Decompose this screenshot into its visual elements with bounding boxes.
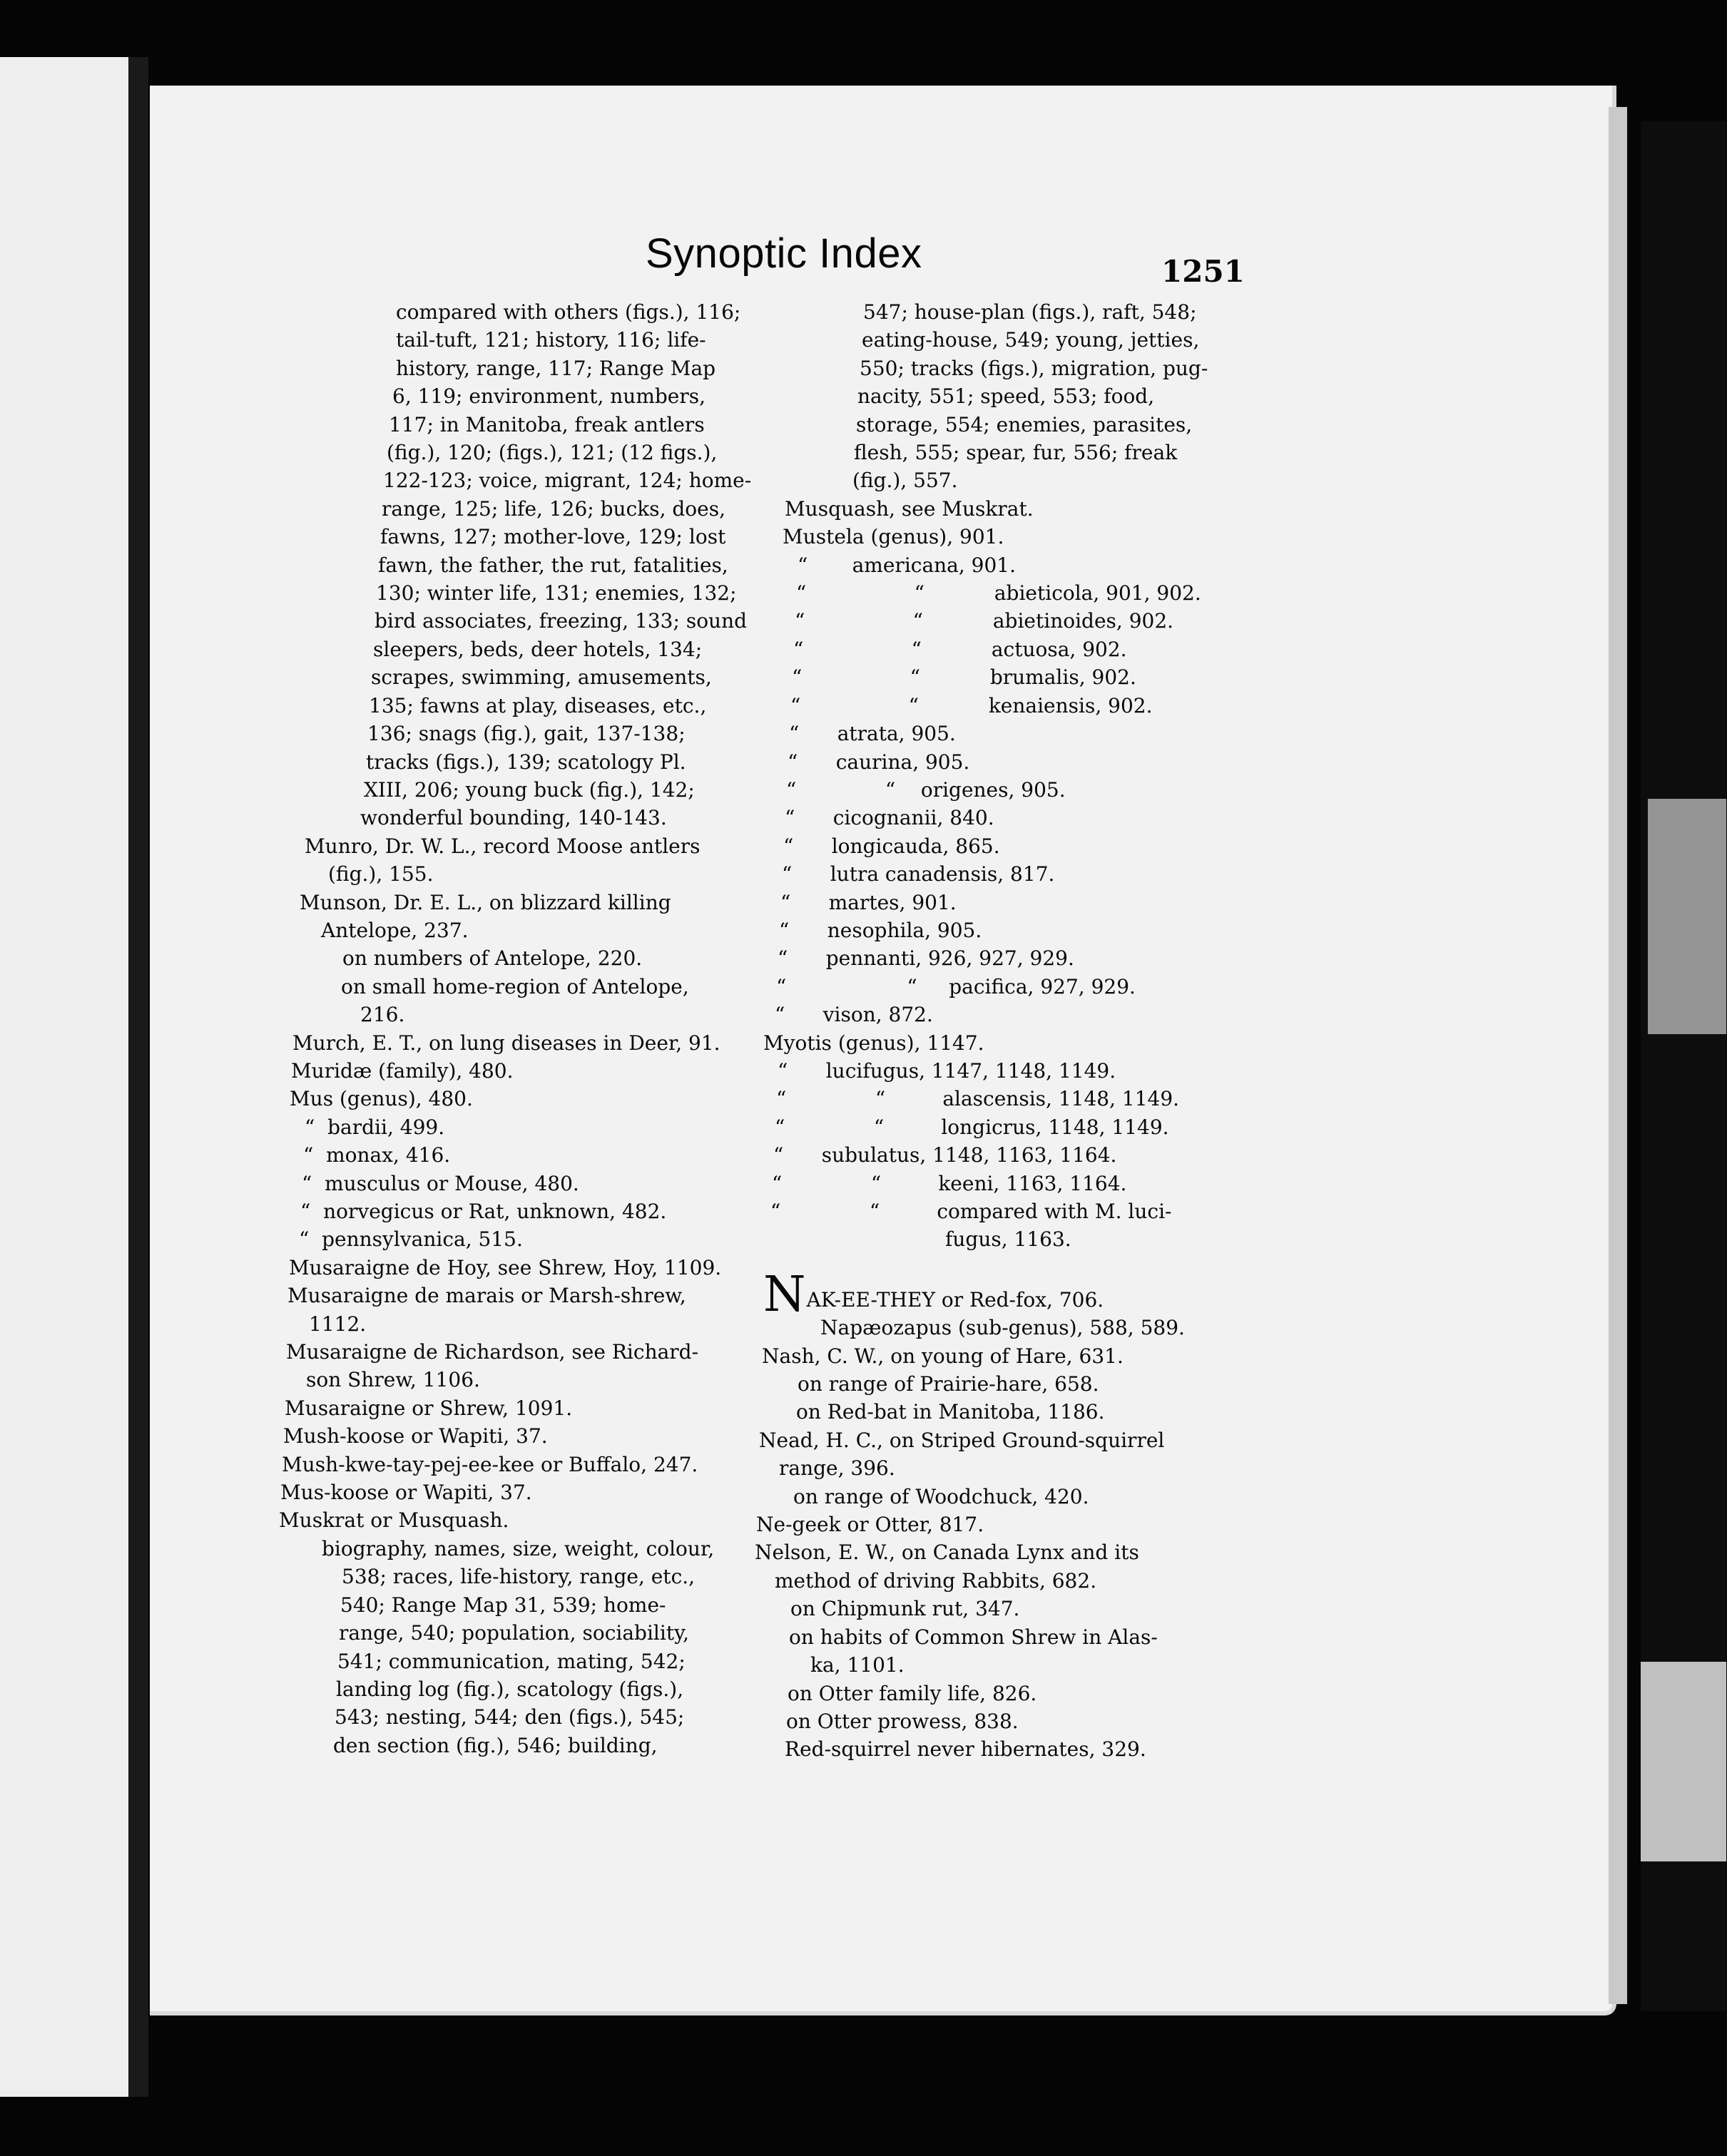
- index-entry-text: “ norvegicus or Rat, unknown, 482.: [300, 1200, 667, 1223]
- index-entry-line: [289, 1254, 760, 1282]
- index-entry-text: “ longicauda, 865.: [783, 834, 1000, 858]
- index-entry-text: “ lutra canadensis, 817.: [782, 862, 1055, 887]
- index-entry-text: bird associates, freezing, 133; sound: [375, 609, 748, 633]
- index-entry-line: [291, 1057, 760, 1085]
- index-entry-text: Musaraigne or Shrew, 1091.: [285, 1396, 573, 1420]
- index-entry-line: [786, 1707, 1241, 1735]
- index-entry-text: history, range, 117; Range Map: [396, 356, 716, 380]
- index-entry-line: [790, 1595, 1241, 1623]
- index-entry-text: on numbers of Antelope, 220.: [342, 946, 643, 971]
- index-entry-text: “ pennsylvanica, 515.: [299, 1227, 523, 1252]
- index-entry-line: [285, 1394, 760, 1422]
- index-entry-text: 122-123; voice, migrant, 124; home-: [383, 469, 752, 493]
- running-title: Synoptic Index: [646, 230, 922, 277]
- index-entry-line: [342, 1563, 760, 1590]
- index-entry-text: “ americana, 901.: [798, 553, 1017, 577]
- index-entry-text: on habits of Common Shrew in Alas-: [789, 1625, 1158, 1649]
- index-entry-line: [387, 439, 760, 466]
- index-entry-text: fawn, the father, the rut, fatalities,: [378, 553, 728, 577]
- index-entry-line: [371, 663, 760, 691]
- index-entry-text: 543; nesting, 544; den (figs.), 545;: [335, 1705, 685, 1730]
- index-entry-line: [300, 1197, 760, 1225]
- index-entry-line: [785, 495, 1241, 523]
- index-entry-text: on small home-region of Antelope,: [341, 974, 689, 998]
- index-entry-line: [378, 551, 760, 579]
- index-entry-text: “ monax, 416.: [303, 1143, 451, 1168]
- index-entry-line: [305, 1113, 760, 1141]
- index-entry-line: [783, 832, 1241, 860]
- section-gap: [756, 1254, 1241, 1281]
- index-entry-line: [286, 1338, 760, 1366]
- index-entry-text: method of driving Rabbits, 682.: [775, 1568, 1097, 1593]
- index-entry-line: [763, 1029, 1241, 1057]
- index-entry-line: [790, 692, 1241, 720]
- index-entry-text: on Otter family life, 826.: [788, 1681, 1037, 1705]
- index-entry-text: on Otter prowess, 838.: [786, 1709, 1019, 1733]
- index-column-right: [756, 298, 1241, 1764]
- index-entry-line: [763, 1266, 1241, 1323]
- index-entry-line: [756, 1511, 1241, 1538]
- index-entry-text: “ “ keeni, 1163, 1164.: [772, 1171, 1127, 1195]
- index-entry-text: “ “ pacifica, 927, 929.: [776, 974, 1136, 998]
- page-edge-damage: [1648, 799, 1726, 1034]
- index-entry-line: [305, 832, 760, 860]
- index-entry-text: range, 125; life, 126; bucks, does,: [382, 496, 726, 521]
- index-entry-line: [342, 944, 760, 972]
- index-entry-text: “ caurina, 905.: [788, 750, 970, 774]
- index-entry-text: (fig.), 557.: [852, 469, 958, 493]
- index-entry-line: [333, 1732, 760, 1759]
- index-entry-line: [854, 439, 1241, 466]
- index-entry-line: [309, 1310, 760, 1338]
- index-entry-line: [366, 748, 760, 776]
- index-entry-line: [789, 720, 1241, 747]
- index-entry-text: (fig.), 155.: [328, 862, 434, 887]
- index-entry-text: Ne-geek or Otter, 817.: [756, 1513, 984, 1537]
- index-entry-text: “ “ kenaiensis, 902.: [790, 693, 1153, 717]
- index-entry-text: “ atrata, 905.: [789, 722, 956, 746]
- index-entry-line: [776, 973, 1241, 1001]
- index-entry-text: Nelson, E. W., on Canada Lynx and its: [755, 1541, 1139, 1565]
- index-entry-text: Musaraigne de Richardson, see Richard-: [286, 1340, 699, 1364]
- index-entry-text: fawns, 127; mother-love, 129; lost: [380, 525, 726, 549]
- index-entry-line: [780, 889, 1241, 916]
- page-number: 1251: [1161, 254, 1245, 289]
- index-entry-text: Musaraigne de Hoy, see Shrew, Hoy, 1109.: [289, 1255, 722, 1279]
- index-entry-line: [364, 776, 760, 804]
- index-entry-line: [382, 495, 760, 523]
- index-entry-line: [322, 1535, 760, 1563]
- index-entry-line: [279, 1506, 760, 1534]
- index-entry-line: [302, 1170, 760, 1197]
- index-entry-text: “ “ longicrus, 1148, 1149.: [775, 1115, 1169, 1139]
- index-entry-text: “ pennanti, 926, 927, 929.: [778, 946, 1074, 971]
- index-entry-line: [788, 1680, 1241, 1707]
- index-column-left: [279, 298, 760, 1759]
- index-entry-text: sleepers, beds, deer hotels, 134;: [373, 637, 703, 661]
- index-entry-line: [292, 1029, 760, 1057]
- index-entry-text: “ subulatus, 1148, 1163, 1164.: [773, 1143, 1117, 1168]
- index-entry-line: [280, 1478, 760, 1506]
- facing-page-edge: [0, 57, 136, 2097]
- index-entry-line: [795, 607, 1241, 635]
- index-entry-line: [340, 1591, 760, 1619]
- index-entry-line: [856, 411, 1241, 439]
- index-entry-text: Nead, H. C., on Striped Ground-squirrel: [759, 1428, 1165, 1452]
- index-entry-line: [392, 382, 760, 410]
- index-entry-text: on range of Prairie-hare, 658.: [798, 1372, 1099, 1396]
- index-entry-text: Myotis (genus), 1147.: [763, 1031, 984, 1055]
- index-entry-text: on Red-bat in Manitoba, 1186.: [796, 1400, 1105, 1424]
- index-entry-line: [287, 1282, 760, 1309]
- index-entry-line: [796, 1398, 1241, 1426]
- index-entry-line: [783, 523, 1241, 551]
- index-entry-text: Red-squirrel never hibernates, 329.: [785, 1737, 1146, 1762]
- index-entry-line: [860, 354, 1241, 382]
- index-entry-line: [863, 298, 1241, 326]
- index-entry-text: den section (fig.), 546; building,: [333, 1733, 658, 1757]
- gutter-shadow: [128, 57, 148, 2097]
- index-entry-line: [283, 1422, 760, 1450]
- index-entry-text: Muskrat or Musquash.: [279, 1508, 509, 1533]
- index-entry-text: “ nesophila, 905.: [779, 918, 982, 942]
- index-entry-text: 541; communication, mating, 542;: [337, 1649, 686, 1673]
- index-entry-text: flesh, 555; spear, fur, 556; freak: [854, 441, 1178, 465]
- index-entry-line: [857, 382, 1241, 410]
- index-entry-text: 547; house-plan (figs.), raft, 548;: [863, 300, 1197, 324]
- index-entry-line: [337, 1647, 760, 1675]
- index-entry-line: [779, 1454, 1241, 1482]
- index-entry-text: AK-EE-THEY or Red-fox, 706.: [806, 1287, 1104, 1312]
- index-entry-text: 538; races, life-history, range, etc.,: [342, 1565, 696, 1589]
- index-entry-line: [796, 579, 1241, 607]
- index-entry-line: [782, 860, 1241, 888]
- index-entry-line: [810, 1651, 1241, 1679]
- index-entry-text: Mush-koose or Wapiti, 37.: [283, 1424, 548, 1449]
- index-entry-text: 130; winter life, 131; enemies, 132;: [376, 581, 737, 606]
- index-entry-line: [762, 1342, 1241, 1370]
- index-entry-line: [328, 860, 760, 888]
- index-entry-line: [775, 1113, 1241, 1141]
- index-entry-line: [360, 804, 760, 832]
- index-entry-text: Antelope, 237.: [321, 918, 469, 942]
- index-entry-line: [306, 1366, 760, 1394]
- index-entry-line: [788, 748, 1241, 776]
- index-entry-line: [341, 973, 760, 1001]
- index-entry-line: [852, 466, 1241, 494]
- index-entry-text: 550; tracks (figs.), migration, pug-: [860, 356, 1208, 380]
- index-entry-line: [773, 1141, 1241, 1169]
- page-fold: [1609, 107, 1627, 2004]
- index-entry-text: 1112.: [309, 1312, 367, 1336]
- index-entry-line: [367, 720, 760, 747]
- index-entry-text: “ “ compared with M. luci-: [770, 1200, 1172, 1223]
- index-entry-line: [755, 1538, 1241, 1566]
- index-entry-text: landing log (fig.), scatology (figs.),: [336, 1677, 684, 1701]
- index-entry-text: 540; Range Map 31, 539; home-: [340, 1593, 666, 1617]
- index-entry-line: [373, 635, 760, 663]
- index-entry-line: [945, 1225, 1241, 1253]
- index-entry-text: Mus (genus), 480.: [290, 1087, 473, 1111]
- index-entry-text: on range of Woodchuck, 420.: [793, 1484, 1089, 1508]
- index-entry-text: Napæozapus (sub-genus), 588, 589.: [820, 1316, 1185, 1340]
- index-entry-text: “ “ brumalis, 902.: [792, 665, 1136, 690]
- index-entry-text: Munson, Dr. E. L., on blizzard killing: [300, 890, 671, 914]
- index-entry-text: compared with others (figs.), 116;: [396, 300, 741, 324]
- index-entry-text: Munro, Dr. W. L., record Moose antlers: [305, 834, 701, 858]
- index-entry-text: “ vison, 872.: [775, 1003, 933, 1027]
- index-entry-line: [778, 944, 1241, 972]
- index-entry-line: [383, 466, 760, 494]
- index-entry-line: [793, 1483, 1241, 1511]
- index-entry-text: scrapes, swimming, amusements,: [371, 665, 712, 690]
- index-entry-text: “ bardii, 499.: [305, 1115, 445, 1139]
- index-entry-text: fugus, 1163.: [945, 1227, 1071, 1252]
- index-entry-line: [785, 804, 1241, 832]
- index-entry-line: [779, 916, 1241, 944]
- index-entry-line: [299, 1225, 760, 1253]
- index-entry-text: tracks (figs.), 139; scatology Pl.: [366, 750, 686, 774]
- index-entry-text: Mush-kwe-tay-pej-ee-kee or Buffalo, 247.: [282, 1452, 698, 1476]
- index-entry-text: ka, 1101.: [810, 1653, 905, 1677]
- index-entry-line: [820, 1314, 1241, 1342]
- index-entry-text: 216.: [360, 1003, 405, 1027]
- index-entry-text: (fig.), 120; (figs.), 121; (12 figs.),: [387, 441, 718, 465]
- index-entry-text: nacity, 551; speed, 553; food,: [857, 384, 1155, 409]
- index-entry-text: Mustela (genus), 901.: [783, 525, 1004, 549]
- index-entry-text: wonderful bounding, 140-143.: [360, 806, 667, 830]
- index-entry-text: “ “ alascensis, 1148, 1149.: [776, 1087, 1180, 1111]
- index-entry-text: XIII, 206; young buck (fig.), 142;: [364, 777, 695, 802]
- index-entry-line: [376, 579, 760, 607]
- index-entry-text: Mus-koose or Wapiti, 37.: [280, 1481, 532, 1505]
- index-entry-text: Nash, C. W., on young of Hare, 631.: [762, 1344, 1124, 1368]
- index-entry-line: [759, 1426, 1241, 1454]
- index-entry-line: [375, 607, 760, 635]
- index-entry-text: “ musculus or Mouse, 480.: [302, 1171, 579, 1195]
- index-entry-line: [786, 776, 1241, 804]
- index-entry-line: [793, 635, 1241, 663]
- index-entry-text: “ “ actuosa, 902.: [793, 637, 1127, 661]
- index-entry-line: [785, 1735, 1241, 1763]
- index-entry-line: [336, 1675, 760, 1703]
- index-entry-text: range, 540; population, sociability,: [339, 1621, 690, 1645]
- index-entry-text: Musaraigne de marais or Marsh-shrew,: [287, 1284, 686, 1308]
- index-entry-text: storage, 554; enemies, parasites,: [856, 412, 1193, 436]
- index-entry-text: on Chipmunk rut, 347.: [790, 1597, 1020, 1621]
- index-entry-line: [862, 326, 1241, 354]
- page-edge-damage-lower: [1641, 1662, 1726, 1861]
- index-entry-line: [300, 889, 760, 916]
- index-entry-line: [776, 1085, 1241, 1113]
- index-entry-line: [321, 916, 760, 944]
- index-entry-line: [772, 1170, 1241, 1197]
- index-entry-line: [303, 1141, 760, 1169]
- index-entry-text: 6, 119; environment, numbers,: [392, 384, 706, 409]
- index-entry-line: [396, 298, 760, 326]
- index-entry-text: tail-tuft, 121; history, 116; life-: [396, 328, 706, 352]
- index-entry-line: [396, 326, 760, 354]
- index-entry-line: [290, 1085, 760, 1113]
- index-entry-text: range, 396.: [779, 1456, 895, 1481]
- index-entry-line: [282, 1451, 760, 1478]
- index-entry-text: Musquash, see Muskrat.: [785, 496, 1034, 521]
- index-entry-text: “ “ abieticola, 901, 902.: [796, 581, 1201, 606]
- index-entry-text: 135; fawns at play, diseases, etc.,: [369, 693, 707, 717]
- index-entry-line: [775, 1567, 1241, 1595]
- index-entry-line: [369, 692, 760, 720]
- index-entry-text: 136; snags (fig.), gait, 137-138;: [367, 722, 686, 746]
- index-entry-line: [798, 1370, 1241, 1398]
- index-entry-line: [389, 411, 760, 439]
- index-entry-line: [778, 1057, 1241, 1085]
- drop-cap-letter: N: [763, 1266, 806, 1323]
- index-entry-line: [335, 1703, 760, 1731]
- index-entry-text: “ “ origenes, 905.: [786, 777, 1066, 802]
- index-entry-text: “ martes, 901.: [780, 890, 957, 914]
- index-entry-text: 117; in Manitoba, freak antlers: [389, 412, 705, 436]
- index-entry-line: [396, 354, 760, 382]
- index-entry-line: [770, 1197, 1241, 1225]
- index-entry-text: “ cicognanii, 840.: [785, 806, 994, 830]
- index-entry-line: [380, 523, 760, 551]
- index-entry-line: [792, 663, 1241, 691]
- index-entry-line: [360, 1001, 760, 1028]
- index-entry-text: son Shrew, 1106.: [306, 1368, 480, 1392]
- index-entry-text: biography, names, size, weight, colour,: [322, 1536, 715, 1560]
- index-entry-text: “ lucifugus, 1147, 1148, 1149.: [778, 1058, 1116, 1083]
- index-entry-line: [789, 1623, 1241, 1651]
- index-entry-text: “ “ abietinoides, 902.: [795, 609, 1174, 633]
- index-entry-text: Muridæ (family), 480.: [291, 1058, 514, 1083]
- index-entry-text: eating-house, 549; young, jetties,: [862, 328, 1200, 352]
- index-entry-line: [775, 1001, 1241, 1028]
- index-entry-line: [798, 551, 1241, 579]
- index-entry-text: Murch, E. T., on lung diseases in Deer, 91.: [292, 1031, 720, 1055]
- index-entry-line: [339, 1619, 760, 1647]
